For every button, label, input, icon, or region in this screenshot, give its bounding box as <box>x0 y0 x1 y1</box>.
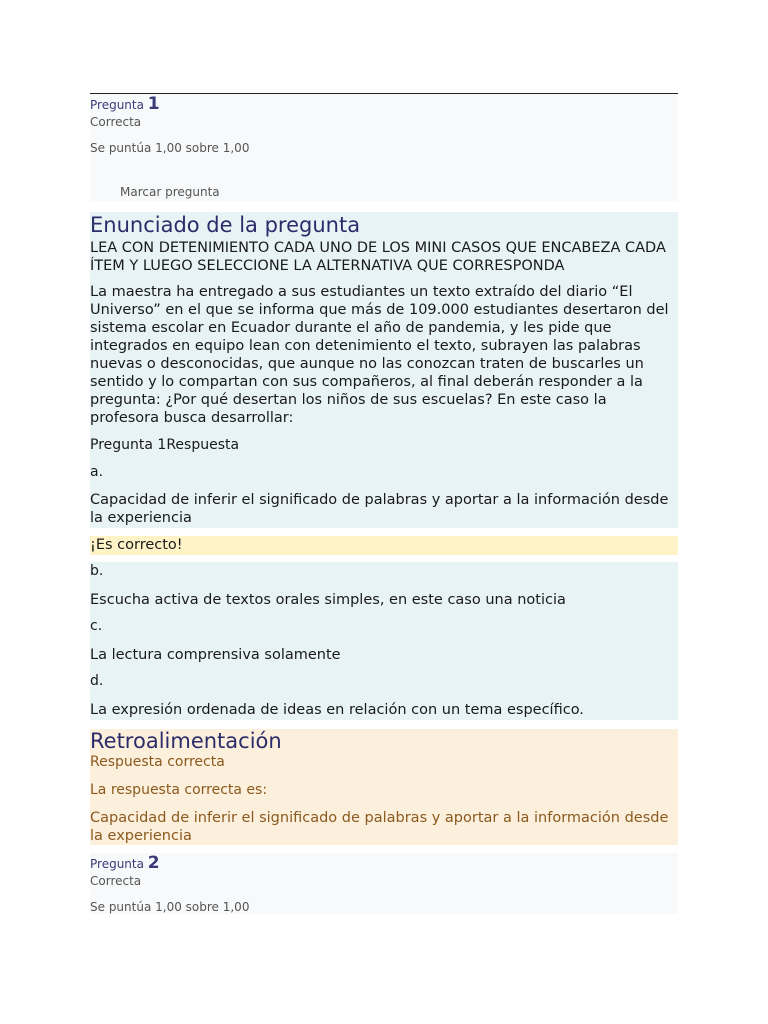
question-1-grade: Se puntúa 1,00 sobre 1,00 <box>90 141 250 155</box>
question-2-grade: Se puntúa 1,00 sobre 1,00 <box>90 900 250 914</box>
question-1-info <box>90 94 678 201</box>
option-c-text[interactable]: La lectura comprensiva solamente <box>90 647 341 663</box>
quiz-review <box>90 93 678 914</box>
question-1-outcome <box>90 729 678 845</box>
option-a-letter: a. <box>90 464 104 480</box>
answer-prompt: Pregunta 1Respuesta <box>90 437 240 453</box>
outcome-general-feedback: Respuesta correcta <box>90 754 225 770</box>
question-1-state: Correcta <box>90 115 142 129</box>
question-case-text: La maestra ha entregado a sus estudiantes un texto extraído del diario “El Universo” en el que se informa que más de 109.000 estudiantes desertaron del sistema escolar en Ecuador durante el año de pandemia, y les pide que integrados en equipo lean con detenimiento el texto, subrayen las palabras nuevas o desconocidas, que aunque no las conozcan traten de buscarles un sentido y lo compartan con sus compañeros, al final deberán responder a la pregunta: ¿Por qué desertan los niños de sus escuelas? En este caso la profesora busca desarrollar: <box>90 284 669 426</box>
question-instructions: LEA CON DETENIMIENTO CADA UNO DE LOS MINI CASOS QUE ENCABEZA CADA ÍTEM Y LUEGO SELECCIONE LA ALTERNATIVA QUE CORRESPONDA <box>90 240 666 274</box>
question-1-formulation-options <box>90 562 678 720</box>
question-2-info <box>90 853 678 914</box>
answer-option-c[interactable] <box>90 617 678 664</box>
option-b-letter: b. <box>90 563 104 579</box>
option-b-text[interactable]: Escucha activa de textos orales simples, en este caso una noticia <box>90 592 566 608</box>
question-1-label: Pregunta <box>90 98 144 112</box>
option-a-text[interactable]: Capacidad de inferir el significado de palabras y aportar a la información desde la experiencia <box>90 492 669 526</box>
right-answer-label: La respuesta correcta es: <box>90 782 268 798</box>
question-2-number: 2 <box>147 853 160 873</box>
question-1-number: 1 <box>147 94 160 114</box>
question-1-formulation <box>90 212 678 528</box>
flag-question-button[interactable] <box>90 185 678 199</box>
outcome-title: Retroalimentación <box>90 729 282 753</box>
question-2-label: Pregunta <box>90 857 144 871</box>
option-d-text[interactable]: La expresión ordenada de ideas en relación con un tema específico. <box>90 702 584 718</box>
question-2-state: Correcta <box>90 874 142 888</box>
answer-option-d[interactable] <box>90 672 678 720</box>
answer-option-b[interactable] <box>90 562 678 609</box>
answer-option-a[interactable] <box>90 463 678 528</box>
option-d-letter: d. <box>90 673 104 689</box>
option-c-letter: c. <box>90 618 103 634</box>
flag-question-label[interactable]: Marcar pregunta <box>120 185 220 199</box>
question-1-heading <box>90 94 678 114</box>
right-answer-text: Capacidad de inferir el significado de palabras y aportar a la información desde la experiencia <box>90 810 669 844</box>
specific-feedback: ¡Es correcto! <box>90 536 678 555</box>
question-2-heading <box>90 853 678 873</box>
formulation-title: Enunciado de la pregunta <box>90 213 361 237</box>
